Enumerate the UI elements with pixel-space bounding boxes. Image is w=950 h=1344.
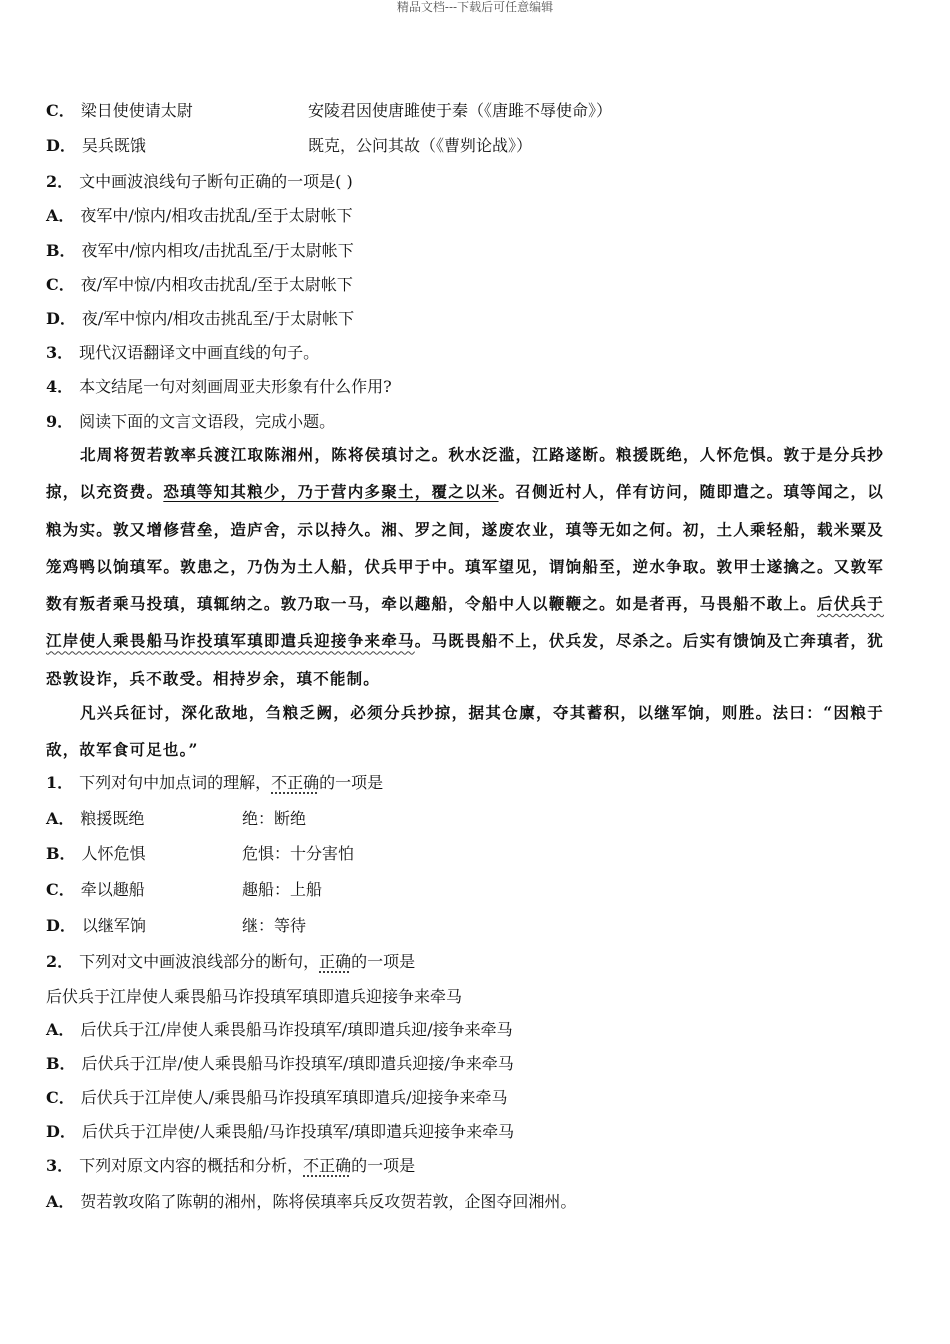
q1-option-d [46, 916, 146, 936]
question-text: 本文结尾一句对刻画周亚夫形象有什么作用? [79, 377, 392, 396]
option-label: B． [46, 241, 76, 260]
option-label: A． [46, 1192, 75, 1211]
option-label: D． [46, 136, 76, 155]
question-text: 下列对原文内容的概括和分析， [79, 1156, 304, 1175]
prev-q2-option-a [46, 206, 353, 226]
passage-text: 北周将贺若敦率兵渡江取陈湘州，陈将侯瑱讨之。秋水泛滥，江路遂断。粮援既绝，人怀危惧。敦于是分兵抄掠，以充资费。 [46, 445, 884, 502]
option-phrase: 粮援既绝 [80, 809, 145, 828]
prev-q2-option-b [46, 241, 354, 261]
question-text: 的一项是 [351, 1156, 416, 1175]
prev-option-c-right: 安陵君因使唐雎使于秦（《唐雎不辱使命》） [308, 101, 613, 120]
q2-option-c [46, 1088, 508, 1108]
page-header: 精品文档---下载后可任意编辑 [396, 0, 554, 14]
question-number: 1． [46, 773, 74, 792]
option-text: 后伏兵于江岸使人/乘畏船马诈投瑱军瑱即遣兵/迎接争来牵马 [80, 1088, 508, 1107]
prev-option-d [46, 136, 146, 156]
prev-option-d-right: 既克，公问其故（《曹刿论战》） [308, 136, 533, 155]
section-number: 9． [46, 412, 74, 431]
prev-question-4 [46, 377, 392, 397]
option-label: A． [46, 206, 75, 225]
option-text: 夜/军中惊/内相攻击扰乱/至于太尉帐下 [80, 275, 353, 294]
prev-q2-option-d [46, 309, 354, 329]
option-label: C． [46, 275, 75, 294]
option-text: 后伏兵于江岸/使人乘畏船马诈投瑱军/瑱即遣兵迎接/争来牵马 [81, 1054, 514, 1073]
emphasis-dotted: 不正确 [303, 1156, 352, 1175]
passage-paragraph-1 [46, 436, 884, 697]
option-label: C． [46, 880, 75, 899]
prev-q2-option-c [46, 275, 353, 295]
q1-option-c [46, 880, 145, 900]
q2-sentence: 后伏兵于江岸使人乘畏船马诈投瑱军瑱即遣兵迎接争来牵马 [46, 987, 463, 1006]
section-9-heading [46, 412, 335, 432]
option-text: 后伏兵于江岸使/人乘畏船/马诈投瑱军/瑱即遣兵迎接争来牵马 [81, 1122, 515, 1141]
option-text: 夜军中/惊内相攻/击扰乱至/于太尉帐下 [81, 241, 354, 260]
question-2 [46, 952, 415, 972]
question-number: 3． [46, 343, 74, 362]
option-text: 夜军中/惊内/相攻击扰乱/至于太尉帐下 [80, 206, 353, 225]
option-left-text: 梁日使使请太尉 [80, 101, 193, 120]
option-label: C． [46, 1088, 75, 1107]
question-text: 现代汉语翻译文中画直线的句子。 [79, 343, 320, 362]
q1-option-c-gloss: 趣船：上船 [242, 880, 323, 899]
emphasis-dotted: 正确 [319, 952, 352, 971]
option-label: D． [46, 1122, 76, 1141]
option-left-text: 吴兵既饿 [81, 136, 146, 155]
option-text: 后伏兵于江/岸使人乘畏船马诈投瑱军/瑱即遣兵迎/接争来牵马 [80, 1020, 513, 1039]
question-number: 2． [46, 952, 74, 971]
question-text: 的一项是 [319, 773, 384, 792]
passage-paragraph-2: 凡兴兵征讨，深化敌地，刍粮乏阙，必须分兵抄掠，据其仓廪，夺其蓄积，以继军饷，则胜。法曰：“因粮于敌，故军食可足也。” [46, 703, 884, 760]
question-number: 3． [46, 1156, 74, 1175]
question-text: 下列对文中画波浪线部分的断句， [79, 952, 320, 971]
question-1 [46, 773, 383, 793]
emphasis-dotted: 不正确 [271, 773, 320, 792]
question-text: 下列对句中加点词的理解， [79, 773, 272, 792]
option-label: D． [46, 309, 76, 328]
question-text: 的一项是 [351, 952, 416, 971]
q2-option-d [46, 1122, 514, 1142]
passage-text: 。马既畏船不上，伏兵发，尽杀之。后实有馈饷及亡奔瑱者，犹恐敦设诈，兵不敢受。相持岁余，瑱不能制。 [46, 631, 884, 688]
question-number: 2． [46, 172, 74, 191]
passage-text: 。召侧近村人，佯有访问，随即遣之。瑱等闻之，以粮为实。敦又增修营垒，造庐舍，示以持久。湘、罗之间，遂废农业，瑱等无如之何。初，土人乘轻船，载米粟及笼鸡鸭以饷瑱军。敦患之，乃伪为土人船，伏兵甲于中。瑱军望见，谓饷船至，逆水争取。敦甲士遂擒之。又敦军数有叛者乘马投瑱，瑱辄纳之。敦乃取一马，牵以趣船，令船中人以鞭鞭之。如是者再，马畏船不敢上。 [46, 482, 884, 614]
option-label: C． [46, 101, 75, 120]
question-text: 文中画波浪线句子断句正确的一项是( ) [79, 172, 353, 191]
q1-option-b [46, 844, 146, 864]
option-phrase: 以继军饷 [81, 916, 146, 935]
option-label: A． [46, 1020, 75, 1039]
option-phrase: 牵以趣船 [80, 880, 145, 899]
option-phrase: 人怀危惧 [81, 844, 146, 863]
prev-question-2 [46, 172, 353, 192]
q3-option-a [46, 1192, 576, 1212]
q1-option-a-gloss: 绝：断绝 [242, 809, 307, 828]
q1-option-a [46, 809, 144, 829]
question-number: 4． [46, 377, 74, 396]
q1-option-d-gloss: 继：等待 [242, 916, 307, 935]
prev-question-3 [46, 343, 319, 363]
option-label: B． [46, 844, 76, 863]
wavy-underlined-sentence: 后伏兵于江岸使人乘畏船马诈投瑱军瑱即遣兵迎接争来牵马 [46, 594, 884, 651]
option-label: D． [46, 916, 76, 935]
option-text: 夜/军中惊内/相攻击挑乱至/于太尉帐下 [81, 309, 355, 328]
question-3 [46, 1156, 415, 1176]
prev-option-c [46, 101, 193, 121]
option-label: B． [46, 1054, 76, 1073]
q1-option-b-gloss: 危惧：十分害怕 [242, 844, 355, 863]
q2-option-a [46, 1020, 513, 1040]
option-text: 贺若敦攻陷了陈朝的湘州，陈将侯瑱率兵反攻贺若敦，企图夺回湘州。 [80, 1192, 577, 1211]
underlined-sentence: 恐瑱等知其粮少，乃于营内多聚土，覆之以米 [163, 482, 499, 502]
q2-option-b [46, 1054, 514, 1074]
option-label: A． [46, 809, 75, 828]
section-instruction: 阅读下面的文言文语段，完成小题。 [79, 412, 336, 431]
